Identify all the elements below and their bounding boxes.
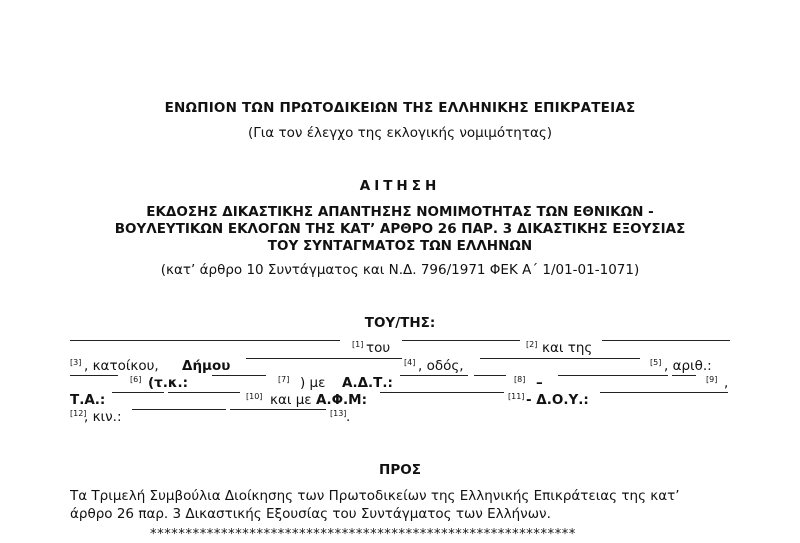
footnote-13: [13] — [330, 409, 347, 418]
applicant-line-5 — [70, 409, 730, 427]
id-issuer-blank-2[interactable] — [672, 375, 696, 376]
footnote-3: [3] — [70, 358, 82, 367]
footnote-11: [11] — [508, 392, 525, 401]
dimou-label: Δήμου — [182, 358, 231, 374]
municipality-blank[interactable] — [246, 358, 402, 359]
applicant-heading: ΤΟΥ/ΤΗΣ: — [364, 315, 436, 331]
footnote-2: [2] — [526, 340, 538, 349]
street-number-blank[interactable] — [70, 375, 118, 376]
application-title-line-3: ΤΟΥ ΣΥΝΤΑΓΜΑΤΟΣ ΤΩΝ ΕΛΛΗΝΩΝ — [267, 238, 533, 254]
footnote-5: [5] — [650, 358, 662, 367]
katoikou-label: , κατοίκου, — [84, 358, 159, 374]
afm-label: Α.Φ.Μ: — [316, 392, 368, 408]
court-heading: ΕΝΩΠΙΟΝ ΤΩΝ ΠΡΩΤΟΔΙΚΕΙΩΝ ΤΗΣ ΕΛΛΗΝΙΚΗΣ ΕΠΙΚΡΑΤΕΙΑΣ — [164, 100, 636, 116]
name-blank[interactable] — [70, 340, 340, 341]
me-label: ) με — [300, 375, 326, 391]
dash-separator: – — [536, 375, 543, 391]
kai-me-label: και με — [270, 392, 312, 408]
application-title: ΑΙΤΗΣΗ — [359, 178, 441, 194]
tax-office-blank[interactable] — [600, 392, 728, 393]
footnote-1: [1] — [352, 340, 364, 349]
ta-label: Τ.Α.: — [70, 392, 106, 408]
period-mark: . — [346, 409, 351, 425]
postal-code-blank[interactable] — [212, 375, 266, 376]
footnote-8: [8] — [514, 375, 526, 384]
application-title-line-2: ΒΟΥΛΕΥΤΙΚΩΝ ΕΚΛΟΓΩΝ ΤΗΣ ΚΑΤ’ ΑΡΘΡΟ 26 ΠΑΡ. 3 ΔΙΚΑΣΤΙΚΗΣ ΕΞΟΥΣΙΑΣ — [114, 221, 686, 237]
purpose-subtitle: (Για τον έλεγχο της εκλογικής νομιμότητας) — [247, 125, 553, 141]
kin-label: , κιν.: — [84, 409, 122, 425]
id-number-blank-2[interactable] — [474, 375, 506, 376]
recipient-heading: ΠΡΟΣ — [379, 462, 421, 478]
applicant-line-2 — [70, 358, 730, 376]
kai-tis-label: και της — [542, 340, 593, 356]
recipient-text-line-2: άρθρο 26 παρ. 3 Δικαστικής Εξουσίας του Συντάγματος των Ελλήνων. — [70, 506, 551, 522]
applicant-line-1 — [70, 340, 730, 358]
application-title-line-1: ΕΚΔΟΣΗΣ ΔΙΚΑΣΤΙΚΗΣ ΑΠΑΝΤΗΣΗΣ ΝΟΜΙΜΟΤΗΤΑΣ ΤΩΝ ΕΘΝΙΚΩΝ - — [146, 204, 654, 220]
footnote-9: [9] — [706, 375, 718, 384]
street-blank[interactable] — [480, 358, 640, 359]
id-number-blank[interactable] — [400, 375, 468, 376]
mobile-blank-2[interactable] — [230, 409, 326, 410]
footnote-6: [6] — [130, 375, 142, 384]
applicant-line-4 — [70, 392, 730, 410]
odos-label: , οδός, — [418, 358, 464, 374]
tax-id-blank[interactable] — [380, 392, 504, 393]
ta-blank[interactable] — [112, 392, 164, 393]
ta-blank-2[interactable] — [168, 392, 240, 393]
footnote-7: [7] — [278, 375, 290, 384]
comma-separator: , — [724, 375, 729, 391]
applicant-line-3 — [70, 375, 730, 393]
doy-label: - Δ.Ο.Υ.: — [526, 392, 589, 408]
id-issuer-blank[interactable] — [558, 375, 668, 376]
tk-label: (τ.κ.: — [148, 375, 189, 391]
adt-label: Α.Δ.Τ.: — [342, 375, 393, 391]
footnote-12: [12] — [70, 409, 87, 418]
tou-label: του — [366, 340, 391, 356]
recipient-text-line-1: Τα Τριμελή Συμβούλια Διοίκησης των Πρωτοδικείων της Ελληνικής Επικράτειας της κατ’ — [70, 488, 680, 504]
arith-label: , αριθ.: — [664, 358, 712, 374]
mobile-blank[interactable] — [132, 409, 226, 410]
father-name-blank[interactable] — [402, 340, 520, 341]
footnote-10: [10] — [246, 392, 263, 401]
mother-name-blank[interactable] — [602, 340, 730, 341]
footnote-4: [4] — [404, 358, 416, 367]
separator-asterisks: ************************************************************ — [150, 527, 576, 542]
legal-reference: (κατ’ άρθρο 10 Συντάγματος και Ν.Δ. 796/1971 ΦΕΚ Α΄ 1/01-01-1071) — [160, 262, 640, 278]
